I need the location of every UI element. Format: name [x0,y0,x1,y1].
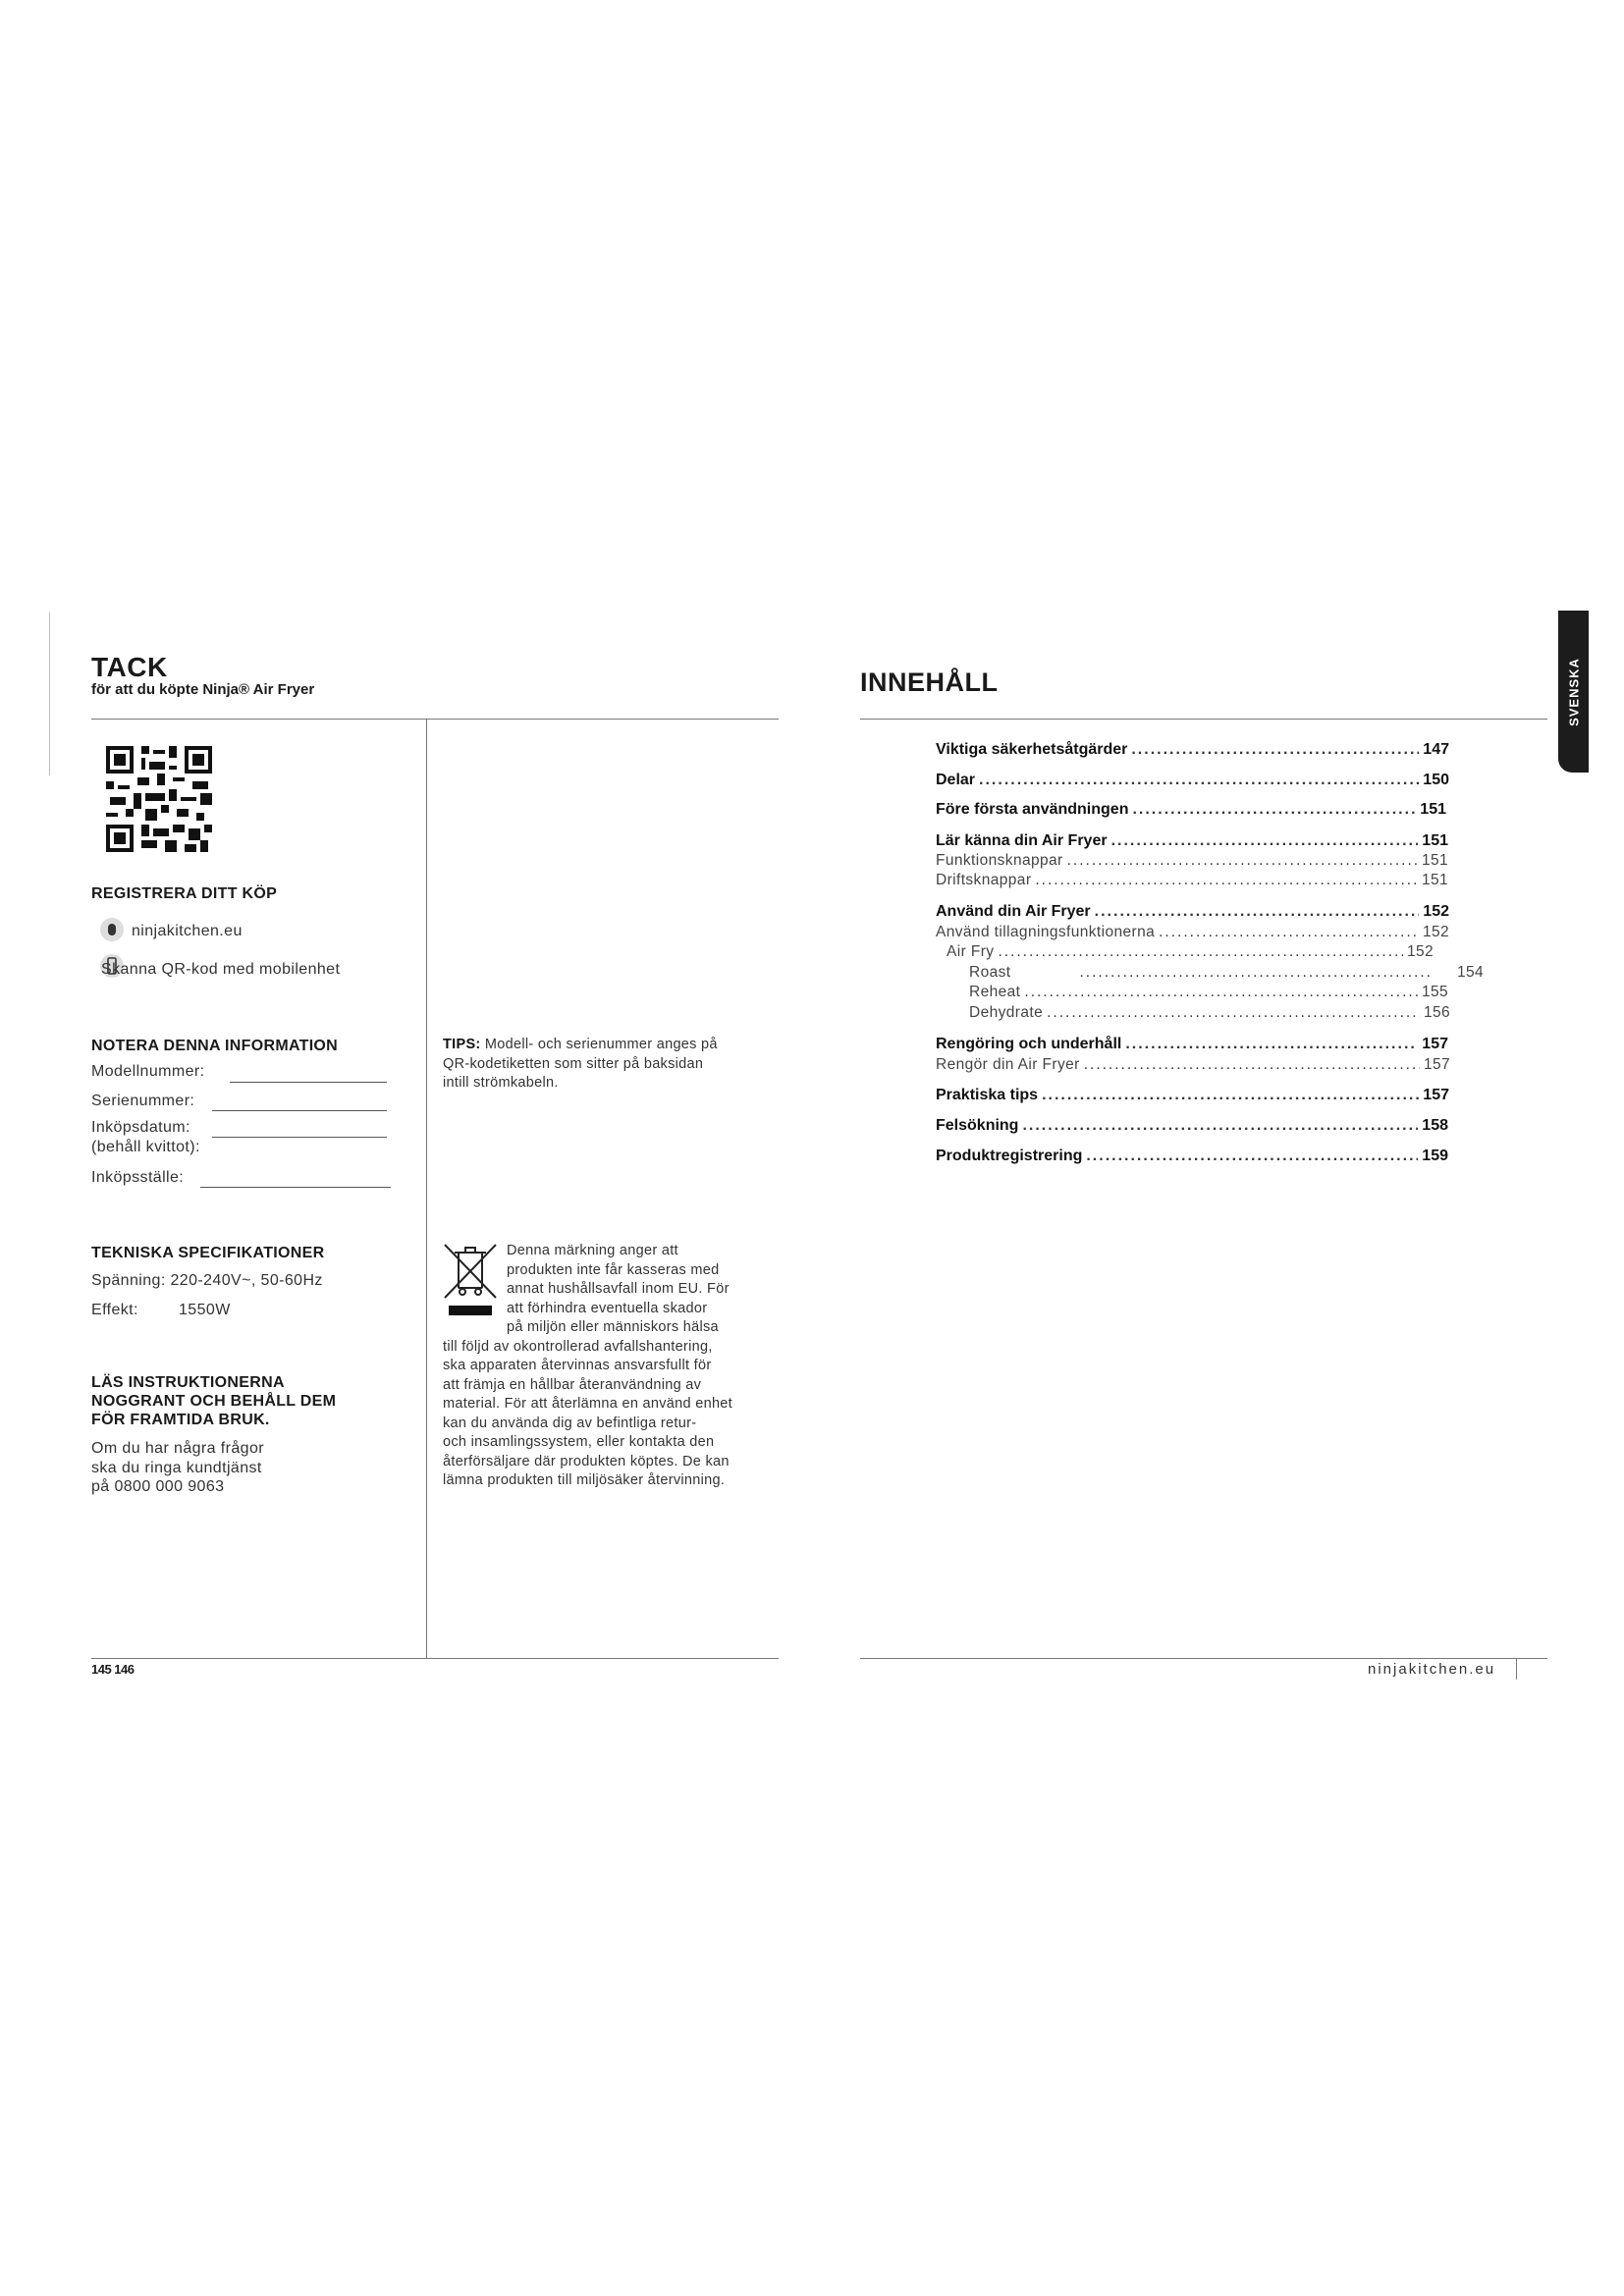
read-heading-line-2: NOGGRANT OCH BEHÅLL DEM [91,1393,337,1410]
toc-label: Driftsknappar [936,872,1032,888]
toc-page: 157 [1423,1087,1449,1103]
weee-line: att förhindra eventuella skador [507,1300,708,1316]
toc-label: Reheat [969,984,1021,1000]
weee-line: material. För att återlämna en använd enhet [443,1396,733,1412]
toc-label: Viktiga säkerhetsåtgärder [936,741,1128,758]
toc-entry[interactable] [936,772,1449,789]
language-tab-label: SVENSKA [1566,657,1581,726]
weee-line: annat hushållsavfall inom EU. För [507,1281,730,1297]
toc-entry[interactable] [969,1004,1450,1022]
read-instructions-heading [91,1373,336,1429]
footer-mark [1516,1658,1517,1680]
weee-line: till följd av okontrollerad avfallshantering, [443,1338,713,1355]
toc-label: Använd din Air Fryer [936,903,1091,920]
toc-page: 158 [1422,1117,1448,1134]
tips-line-1: Modell- och serienummer anges på [484,1037,718,1052]
page-title: TACK [91,652,168,682]
register-scan: Skanna QR-kod med mobilenhet [101,961,341,978]
contact-info [91,1439,264,1497]
language-tab [1558,611,1589,773]
tips-label: TIPS: [443,1037,481,1052]
weee-text [443,1242,777,1491]
toc-label: Produktregistrering [936,1148,1083,1164]
contact-line-1: Om du har några frågor [91,1440,264,1457]
toc-page: 156 [1423,1004,1450,1021]
toc-label: Använd tillagningsfunktionerna [936,924,1156,940]
weee-line: och insamlingssystem, eller kontakta den [443,1434,715,1450]
read-heading-line-3: FÖR FRAMTIDA BRUK. [91,1412,270,1428]
toc-entry[interactable] [947,943,1434,961]
toc-page: 150 [1423,772,1449,788]
toc-entry[interactable] [936,801,1446,819]
weee-line: Denna märkning anger att [507,1243,678,1258]
note-heading: NOTERA DENNA INFORMATION [91,1038,339,1054]
toc-entry[interactable] [936,852,1448,870]
toc-page: 151 [1422,832,1448,849]
toc-label: Dehydrate [969,1004,1044,1021]
tips-line-3: intill strömkabeln. [443,1075,559,1091]
toc-entry[interactable] [936,1148,1448,1165]
toc-entry[interactable] [936,1087,1449,1104]
page-subtitle: för att du köpte Ninja® Air Fryer [91,681,315,698]
contact-line-2: ska du ringa kundtjänst [91,1459,262,1476]
divider [91,719,779,720]
spec-power-value: 1550W [179,1302,231,1318]
toc-label: Praktiska tips [936,1087,1039,1103]
contact-line-3: på 0800 000 9063 [91,1478,225,1495]
weee-line: ska apparaten återvinnas ansvarsfullt för [443,1358,712,1373]
footer-divider [91,1658,779,1659]
toc-label: Rengör din Air Fryer [936,1056,1080,1073]
toc-entry[interactable] [936,832,1448,850]
toc-label: Delar [936,772,976,788]
toc-page: 152 [1423,903,1449,920]
mouse-icon [99,917,125,942]
spec-voltage: Spänning: 220-240V~, 50-60Hz [91,1272,323,1289]
toc-page: 151 [1421,852,1448,869]
toc-title: INNEHÅLL [860,667,999,697]
toc-entry[interactable] [936,1117,1448,1135]
toc-page: 159 [1422,1148,1448,1164]
weee-line: produkten inte får kasseras med [507,1261,720,1278]
serial-number-field[interactable] [212,1110,387,1111]
toc-page: 152 [1422,924,1449,940]
serial-number-label: Serienummer: [91,1093,195,1109]
qr-code [106,746,212,852]
weee-line: återförsäljare där produkten köptes. De kan [443,1453,730,1469]
toc-page: 147 [1423,741,1449,758]
toc-page: 151 [1421,872,1448,888]
toc-entry[interactable] [969,964,1484,982]
purchase-date-field[interactable] [212,1137,387,1138]
page-numbers: 145 146 [91,1662,135,1677]
toc-entry[interactable] [969,984,1448,1001]
divider [860,719,1547,720]
toc-page: 151 [1420,801,1446,818]
register-heading: REGISTRERA DITT KÖP [91,885,278,902]
weee-line: att främja en hållbar återanvändning av [443,1376,702,1393]
toc-label: Lär känna din Air Fryer [936,832,1108,849]
weee-line: lämna produkten till miljösäker återvinning. [443,1472,726,1488]
model-number-field[interactable] [230,1082,387,1083]
toc-page: 157 [1423,1056,1450,1073]
read-heading-line-1: LÄS INSTRUKTIONERNA [91,1374,285,1391]
toc-page: 155 [1421,984,1448,1000]
toc-page: 154 [1456,964,1484,981]
toc-label: Före första användningen [936,801,1129,818]
footer-url[interactable]: ninjakitchen.eu [1368,1661,1496,1678]
toc-label: Roast [969,964,1011,981]
keep-receipt-label: (behåll kvittot): [91,1139,200,1155]
purchase-date-label: Inköpsdatum: [91,1119,190,1136]
register-url[interactable]: ninjakitchen.eu [132,923,243,939]
model-number-label: Modellnummer: [91,1063,205,1080]
tips-line-2: QR-kodetiketten som sitter på baksidan [443,1055,704,1072]
toc-entry[interactable] [936,1036,1448,1053]
toc-entry[interactable] [936,903,1449,921]
toc-label: Funktionsknappar [936,852,1063,869]
toc-entry[interactable] [936,872,1448,889]
purchase-place-label: Inköpsställe: [91,1169,185,1186]
toc-label: Felsökning [936,1117,1019,1134]
toc-entry[interactable] [936,741,1449,759]
toc-page: 157 [1422,1036,1448,1052]
spec-heading: TEKNISKA SPECIFIKATIONER [91,1245,325,1261]
toc-entry[interactable] [936,924,1449,941]
crop-mark [49,613,50,775]
tips-text [443,1036,767,1094]
footer-divider [860,1658,1547,1659]
toc-page: 152 [1406,943,1434,960]
weee-line: på miljön eller människors hälsa [507,1319,719,1335]
column-divider [426,719,427,1659]
spec-power-label: Effekt: [91,1302,138,1318]
weee-line: kan du använda dig av befintliga retur- [443,1415,697,1431]
toc-label: Air Fry [947,943,995,960]
toc-label: Rengöring och underhåll [936,1036,1122,1052]
toc-entry[interactable] [936,1056,1450,1074]
purchase-place-field[interactable] [200,1187,391,1188]
